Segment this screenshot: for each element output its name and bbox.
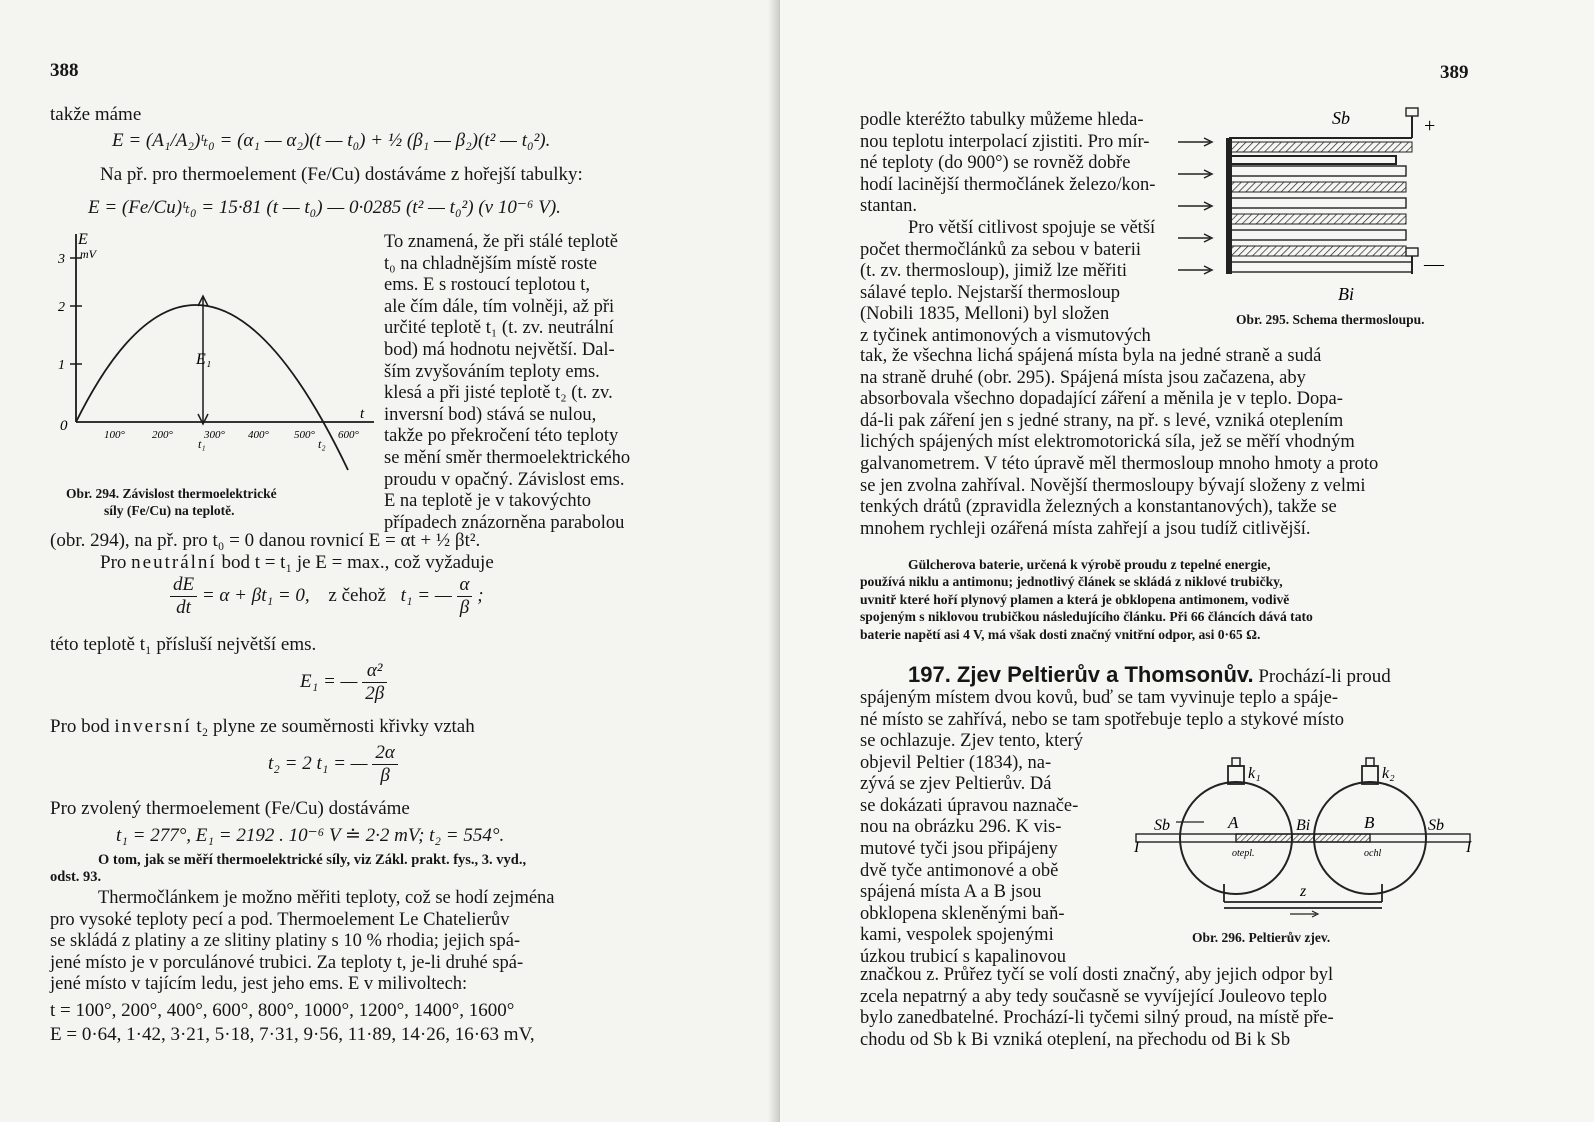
text-line: Pro bod inversní t₂ plyne ze souměrnosti křivky vztah bbox=[50, 716, 475, 737]
equation-5: t₂ = 2 t₁ = — $\frac{2\alpha}{\beta}$ bbox=[268, 742, 398, 787]
text-line: z tyčinek antimonových a vismutových bbox=[860, 325, 1151, 346]
text-line: Pro větší citlivost spojuje se větší bbox=[908, 217, 1156, 238]
top-paragraph bbox=[860, 110, 1210, 348]
text-line: inversní bod) stává se nulou, bbox=[384, 404, 597, 425]
text-line: počet thermočlánků za sebou v baterii bbox=[860, 239, 1141, 260]
figure-294-caption: Obr. 294. Závislost thermoelektrické bbox=[66, 486, 277, 501]
text-line: podle kteréžto tabulky můžeme hleda- bbox=[860, 110, 1144, 130]
current-right-label: I bbox=[1466, 839, 1472, 856]
thermocouple-paragraph bbox=[50, 888, 670, 996]
strip bbox=[1230, 198, 1406, 208]
thermopile-paragraph bbox=[860, 346, 1480, 540]
text-line: takže po překročení této teploty bbox=[384, 426, 619, 447]
strip bbox=[1230, 142, 1412, 152]
x-tick-label: 200° bbox=[152, 429, 173, 441]
x-tick-label: 100° bbox=[104, 429, 125, 441]
text-line: galvanometrem. V této úpravě měl thermosloup mnoho hmoty a proto bbox=[860, 453, 1379, 474]
text-line: dvě tyče antimonové a obě bbox=[860, 860, 1059, 881]
text-line: E na teplotě je v takovýchto bbox=[384, 491, 592, 512]
y-axis-unit: mV bbox=[80, 247, 96, 261]
footnote: odst. 93. bbox=[50, 869, 102, 885]
text-line: jené místo v tajícím ledu, jest jeho ems. E v milivoltech: bbox=[50, 974, 468, 995]
y-tick-label: 2 bbox=[58, 300, 65, 315]
peltier-intro bbox=[860, 688, 1480, 731]
figure-294-caption: síly (Fe/Cu) na teplotě. bbox=[104, 503, 235, 518]
text-line: jené místo je v porculánové trubici. Za teploty t, je-li druhé spá- bbox=[50, 952, 524, 973]
text-line: se ochlazuje. Zjev tento, který bbox=[860, 731, 1083, 751]
text-line: takže máme bbox=[50, 104, 142, 125]
equation-3: $\frac{dE}{dt}$ = α + βt₁ = 0, z čehož t₁ = — $\frac{\alpha}{\beta}$ ; bbox=[170, 574, 484, 619]
text-line: absorbovala všechno dopadající záření a měnila je v teplo. Dopa- bbox=[860, 389, 1343, 410]
text-line: stantan. bbox=[860, 196, 918, 217]
text-line: na straně druhé (obr. 295). Spájená místa jsou začazena, aby bbox=[860, 367, 1306, 388]
text-line: dá-li pak záření jen s jedné strany, na př. s levé, vzniká oteplením bbox=[860, 410, 1344, 431]
text-line: sálavé teplo. Nejstarší thermosloup bbox=[860, 282, 1120, 303]
text-line: úzkou trubicí s kapalinovou bbox=[860, 946, 1067, 967]
strip bbox=[1230, 262, 1412, 272]
gulcher-note bbox=[860, 556, 1480, 643]
y-tick-label: 1 bbox=[58, 358, 65, 373]
minus-sign: — bbox=[1424, 253, 1444, 275]
text-line: Gülcherova baterie, určená k výrobě proudu z tepelné energie, bbox=[908, 557, 1271, 572]
text-line: Pro neutrální bod t = t₁ je E = max., což vyžaduje bbox=[100, 552, 494, 573]
section-heading-line: 197. Zjev Peltierův a Thomsonův. Prochází-li proud bbox=[908, 662, 1391, 687]
junction-b-label: B bbox=[1364, 813, 1375, 832]
text-line: spojeným s niklovou trubičkou následujícího článku. Při 66 článcích dává tato bbox=[860, 609, 1313, 625]
text-line: nou na obrázku 296. K vis- bbox=[860, 817, 1062, 838]
figure-296-caption: Obr. 296. Peltierův zjev. bbox=[1192, 930, 1331, 945]
text-line: mnohem rychleji ozářená místa zahřejí a jsou tudíž citlivější. bbox=[860, 518, 1311, 539]
text-line: né teploty (do 900°) se rovněž dobře bbox=[860, 153, 1131, 174]
terminal-minus bbox=[1406, 248, 1418, 256]
text-line: (t. zv. thermosloup), jimiž lze měřiti bbox=[860, 261, 1127, 282]
text-line: značkou z. Průřez tyčí se volí dosti značný, aby jejich odpor byl bbox=[860, 965, 1334, 985]
k1-label: k₁ bbox=[1248, 765, 1261, 782]
text-line: bod) má hodnotu největší. Dal- bbox=[384, 339, 615, 360]
junction-a-label: A bbox=[1228, 813, 1239, 832]
curve-label: E₁ bbox=[196, 351, 212, 368]
strip bbox=[1230, 182, 1406, 192]
text-line: určité teplotě t₁ (t. zv. neutrální bbox=[384, 318, 614, 339]
text-line: lichých spájených míst elektromotorická síla, jež se měří vhodným bbox=[860, 432, 1355, 453]
text-line: objevil Peltier (1834), na- bbox=[860, 752, 1052, 773]
text-line: používá niklu a antimonu; jednotlivý článek se skládá z niklové trubičky, bbox=[860, 574, 1283, 590]
text-line: pro vysoké teploty pecí a pod. Thermoelement Le Chatelierův bbox=[50, 909, 510, 930]
bi-label: Bi bbox=[1338, 284, 1354, 304]
x-tick-label: 300° bbox=[204, 429, 225, 441]
x-axis-label: t bbox=[360, 406, 365, 422]
text-line: uvnitř které hoří plynový plamen a která je obklopena antimonem, vodivě bbox=[860, 591, 1290, 607]
bi-label: Bi bbox=[1296, 817, 1311, 834]
y-tick-label: 3 bbox=[58, 252, 65, 267]
text-line: Thermočlánkem je možno měřiti teploty, což se hodí zejména bbox=[98, 888, 555, 908]
x-tick-label: 600° bbox=[338, 429, 359, 441]
text-line: se skládá z platiny a ze slitiny platiny s 10 % rhodia; jejich spá- bbox=[50, 931, 521, 952]
text-line: případech znázorněna parabolou bbox=[384, 512, 625, 533]
text-line: né místo se zahřívá, nebo se tam spotřebuje teplo a stykové místo bbox=[860, 709, 1344, 730]
plus-sign: + bbox=[1424, 115, 1436, 137]
equation-4: E₁ = — $\frac{\text{α²}}{2\beta}$ bbox=[300, 660, 387, 705]
figure-296-peltier bbox=[1132, 752, 1474, 924]
text-line: nou teplotu interpolací zjistiti. Pro mír- bbox=[860, 131, 1150, 152]
terminal-plus bbox=[1406, 108, 1418, 116]
parabola-curve bbox=[76, 305, 348, 470]
section-heading: 197. Zjev Peltierův a Thomsonův. bbox=[908, 662, 1254, 687]
peltier-bottom-paragraph bbox=[860, 965, 1480, 1051]
text-line: se dokázati úpravou naznače- bbox=[860, 795, 1079, 816]
sb-right-label: Sb bbox=[1428, 817, 1444, 834]
text-line: klesá a při jisté teplotě t₂ (t. zv. bbox=[384, 383, 613, 404]
current-left-label: I bbox=[1134, 839, 1140, 856]
heating-label: otepl. bbox=[1232, 848, 1255, 859]
valve-k1 bbox=[1232, 758, 1240, 766]
text-line: hodí lacinější thermočlánek železo/kon- bbox=[860, 174, 1156, 195]
sb-left-label: Sb bbox=[1154, 817, 1170, 834]
figure-295-thermopile bbox=[1220, 104, 1490, 304]
strip bbox=[1230, 246, 1406, 256]
figure-295-caption: Obr. 295. Schema thermosloupu. bbox=[1236, 312, 1425, 327]
peltier-narrow-paragraph bbox=[860, 731, 1128, 969]
text-line: Pro zvolený thermoelement (Fe/Cu) dostáváme bbox=[50, 798, 410, 819]
text-line: (Nobili 1835, Melloni) byl složen bbox=[860, 304, 1110, 325]
text-line: chodu od Sb k Bi vzniká oteplení, na přechodu od Bi k Sb bbox=[860, 1029, 1291, 1050]
strip bbox=[1230, 230, 1406, 240]
x-tick-label: 500° bbox=[294, 429, 315, 441]
bismuth-rod bbox=[1236, 834, 1370, 842]
strip bbox=[1230, 166, 1406, 176]
marker-z-label: z bbox=[1300, 883, 1307, 900]
junction-edge bbox=[1226, 138, 1232, 274]
t2-label: t₂ bbox=[318, 437, 326, 451]
valve-k2 bbox=[1366, 758, 1374, 766]
equation-6: t₁ = 277°, E₁ = 2192 . 10⁻⁶ V ≐ 2·2 mV; t₂ = 554°. bbox=[116, 825, 505, 846]
text-line: kami, vespolek spojenými bbox=[860, 925, 1054, 946]
text-line: zývá se zjev Peltierův. Dá bbox=[860, 774, 1052, 795]
text-line: ems. E s rostoucí teplotou t, bbox=[384, 275, 591, 296]
radiation-arrows bbox=[1176, 130, 1216, 280]
text-line: tenkých drátů (zpravidla železných a konstantanových), takže se bbox=[860, 497, 1337, 518]
text-line: spájeným místem dvou kovů, buď se tam vyvinuje teplo a spáje- bbox=[860, 688, 1338, 708]
text-line: se jen zvolna zahříval. Novější thermosloupy bývají složeny z velmi bbox=[860, 475, 1366, 496]
sb-label: Sb bbox=[1332, 108, 1350, 128]
text-line: baterie napětí asi 4 V, má však dosti značný vnitřní odpor, asi 0·65 Ω. bbox=[860, 626, 1261, 642]
text-line: To znamená, že při stálé teplotě bbox=[384, 232, 618, 252]
text-line: proudu v opačný. Závislost ems. bbox=[384, 469, 625, 490]
text-line: mutové tyči jsou připájeny bbox=[860, 838, 1058, 859]
y-tick-label: 0 bbox=[60, 418, 68, 434]
page-number-right: 389 bbox=[1440, 62, 1469, 83]
text-line: obklopena skleněnými baň- bbox=[860, 903, 1065, 924]
x-tick-label: 400° bbox=[248, 429, 269, 441]
text-line: tak, že všechna lichá spájená místa byla na jedné straně a sudá bbox=[860, 346, 1322, 366]
text-line: ale čím dále, tím volněji, až při bbox=[384, 296, 615, 317]
text-line: spájená místa A a B jsou bbox=[860, 882, 1042, 903]
cooling-label: ochl bbox=[1364, 848, 1382, 859]
y-axis-label: E bbox=[78, 231, 88, 248]
left-page bbox=[0, 0, 780, 1122]
strip bbox=[1230, 214, 1406, 224]
right-page bbox=[780, 0, 1594, 1122]
text-line: t₀ na chladnějším místě roste bbox=[384, 253, 597, 274]
text-line: zcela nepatrný a aby tedy současně se vyvíjející Jouleovo teplo bbox=[860, 986, 1327, 1007]
t-values-row: t = 100°, 200°, 400°, 600°, 800°, 1000°, 1200°, 1400°, 1600° bbox=[50, 1000, 515, 1021]
t1-label: t₁ bbox=[198, 437, 206, 451]
text-line: bylo zanedbatelné. Prochází-li tyčemi silný proud, na místě pře- bbox=[860, 1008, 1334, 1029]
e-values-row: E = 0·64, 1·42, 3·21, 5·18, 7·31, 9·56, 11·89, 14·26, 16·63 mV, bbox=[50, 1024, 535, 1045]
text-line: této teplotě t₁ přísluší největší ems. bbox=[50, 634, 317, 655]
side-paragraph bbox=[384, 232, 668, 534]
equation-1: E = (A₁/A₂)ᵗₜ₀ = (α₁ — α₂)(t — t₀) + ½ (β₁ — β₂)(t² — t₀²). bbox=[112, 130, 551, 151]
k2-label: k₂ bbox=[1382, 765, 1395, 782]
text-line: se mění směr thermoelektrického bbox=[384, 447, 631, 468]
text-line: (obr. 294), na př. pro t₀ = 0 danou rovnicí E = αt + ½ βt². bbox=[50, 530, 481, 551]
equation-2: E = (Fe/Cu)ᵗₜ₀ = 15·81 (t — t₀) — 0·0285 (t² — t₀²) (v 10⁻⁶ V). bbox=[88, 197, 561, 218]
text-line: ším zvyšováním teploty ems. bbox=[384, 361, 600, 382]
page-number-left: 388 bbox=[50, 60, 79, 81]
figure-294-graph bbox=[48, 226, 378, 472]
footnote: O tom, jak se měří thermoelektrické síly, viz Zákl. prakt. fys., 3. vyd., bbox=[98, 852, 527, 868]
text-line: Na př. pro thermoelement (Fe/Cu) dostáváme z hořejší tabulky: bbox=[100, 164, 583, 185]
